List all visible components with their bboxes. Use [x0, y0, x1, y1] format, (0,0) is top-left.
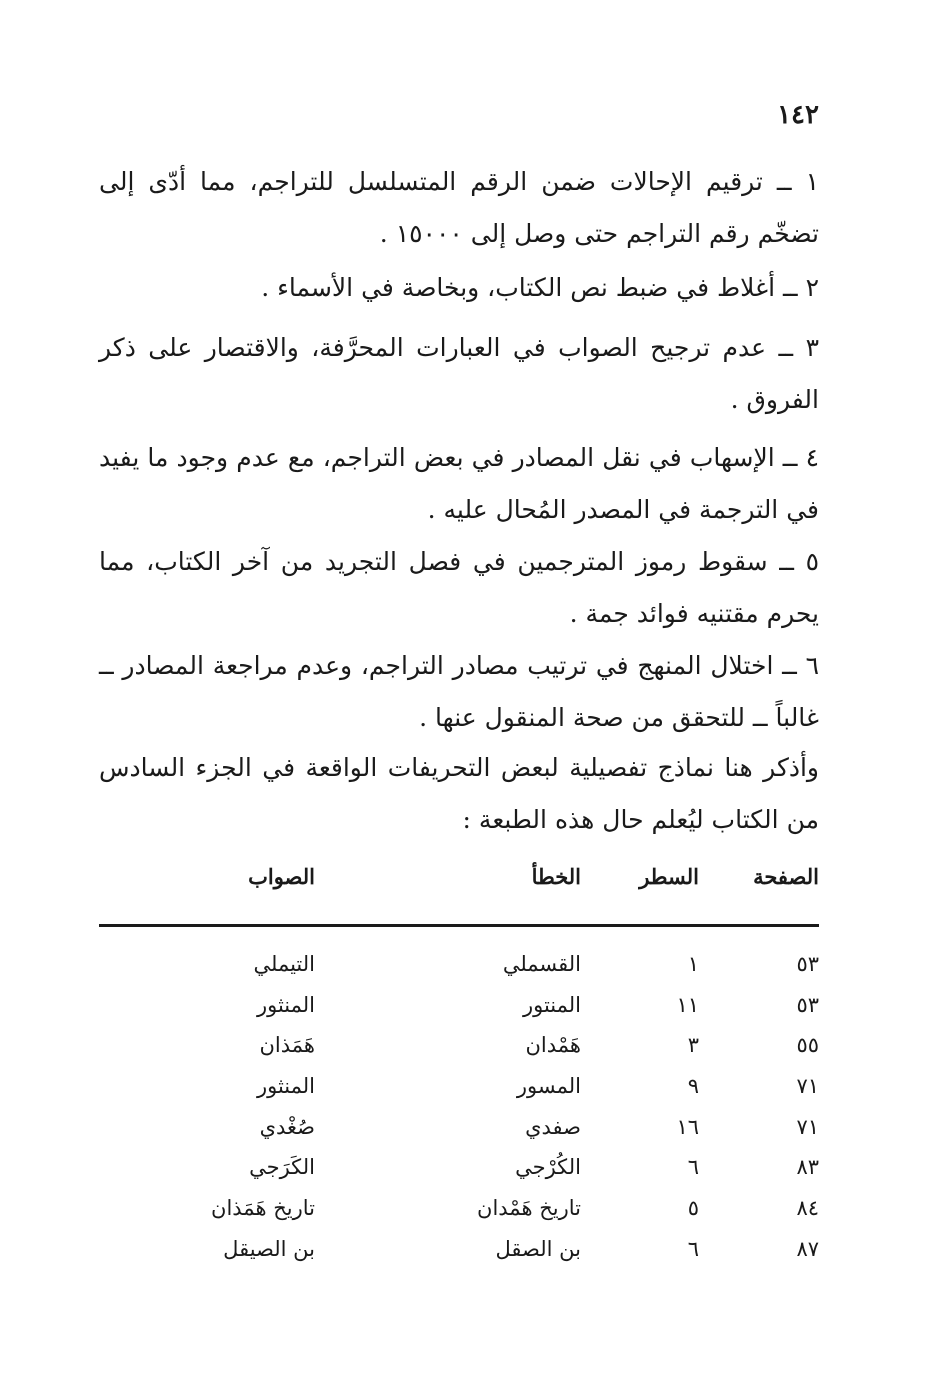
header-line: السطر — [639, 864, 699, 889]
table-row — [99, 1188, 819, 1229]
header-page: الصفحة — [753, 864, 819, 889]
table-row — [99, 1025, 819, 1066]
cell-line: ١٦ — [676, 1114, 699, 1139]
cell-correct: المنثور — [256, 992, 315, 1017]
cell-page: ٨٤ — [796, 1196, 819, 1221]
cell-wrong: المسور — [516, 1074, 581, 1099]
header-wrong: الخطأ — [531, 864, 581, 889]
errata-table-body — [99, 944, 819, 1270]
paragraph-item-6: ٦ ــ اختلال المنهج في ترتيب مصادر التراجم، وعدم مراجعة المصادر ــ غالباً ــ للتحقق من صحة المنقول عنها . — [99, 651, 819, 732]
paragraph-item-5: ٥ ــ سقوط رموز المترجمين في فصل التجريد من آخر الكتاب، مما يحرم مقتنيه فوائد جمة . — [99, 547, 819, 628]
cell-correct: بن الصيقل — [223, 1236, 315, 1261]
table-header-rule — [99, 924, 819, 927]
cell-wrong: تاريخ هَمْدان — [477, 1196, 581, 1221]
cell-page: ٥٥ — [796, 1033, 819, 1058]
paragraph-intro-table: وأذكر هنا نماذج تفصيلية لبعض التحريفات الواقعة في الجزء السادس من الكتاب ليُعلم حال هذه الطبعة : — [99, 753, 819, 834]
cell-correct: تاريخ هَمَذان — [211, 1196, 315, 1221]
paragraph-item-4: ٤ ــ الإسهاب في نقل المصادر في بعض التراجم، مع عدم وجود ما يفيد في الترجمة في المصدر المُحال عليه . — [99, 443, 819, 524]
paragraph-item-2: ٢ ــ أغلاط في ضبط نص الكتاب، وبخاصة في الأسماء . — [261, 273, 819, 302]
cell-page: ٨٧ — [796, 1236, 819, 1261]
table-row — [99, 944, 819, 985]
cell-wrong: هَمْدان — [525, 1033, 581, 1058]
cell-line: ٩ — [687, 1074, 699, 1099]
cell-wrong: الكُرْجي — [515, 1155, 581, 1180]
table-row — [99, 1066, 819, 1107]
cell-wrong: بن الصقل — [495, 1236, 581, 1261]
cell-wrong: المنتور — [522, 992, 581, 1017]
table-row — [99, 1147, 819, 1188]
errata-table-header — [99, 864, 819, 900]
cell-wrong: القسملي — [502, 952, 581, 976]
page-number: ١٤٢ — [777, 100, 819, 130]
cell-correct: التيملي — [253, 952, 315, 976]
cell-correct: الكَرَجي — [249, 1155, 315, 1180]
cell-correct: صُغْدي — [259, 1114, 315, 1139]
cell-page: ٧١ — [796, 1074, 819, 1099]
table-row — [99, 1107, 819, 1148]
paragraph-item-3: ٣ ــ عدم ترجيح الصواب في العبارات المحرَّفة، والاقتصار على ذكر الفروق . — [99, 333, 819, 414]
cell-page: ٧١ — [796, 1114, 819, 1139]
table-row — [99, 1229, 819, 1270]
cell-page: ٨٣ — [796, 1155, 819, 1180]
cell-line: ٦ — [687, 1236, 699, 1261]
cell-line: ١١ — [676, 992, 699, 1017]
cell-line: ٣ — [687, 1033, 699, 1058]
header-correct: الصواب — [248, 864, 315, 889]
cell-page: ٥٣ — [796, 952, 819, 976]
cell-line: ١ — [687, 952, 699, 976]
cell-line: ٥ — [687, 1196, 699, 1221]
cell-line: ٦ — [687, 1155, 699, 1180]
table-row — [99, 985, 819, 1026]
cell-correct: المنثور — [256, 1074, 315, 1099]
cell-wrong: صفدي — [525, 1114, 581, 1139]
paragraph-item-1: ١ ــ ترقيم الإحالات ضمن الرقم المتسلسل للتراجم، مما أدّى إلى تضخّم رقم التراجم حتى وصل إلى ١٥٠٠٠ . — [99, 167, 819, 248]
cell-correct: هَمَذان — [259, 1033, 315, 1058]
cell-page: ٥٣ — [796, 992, 819, 1017]
